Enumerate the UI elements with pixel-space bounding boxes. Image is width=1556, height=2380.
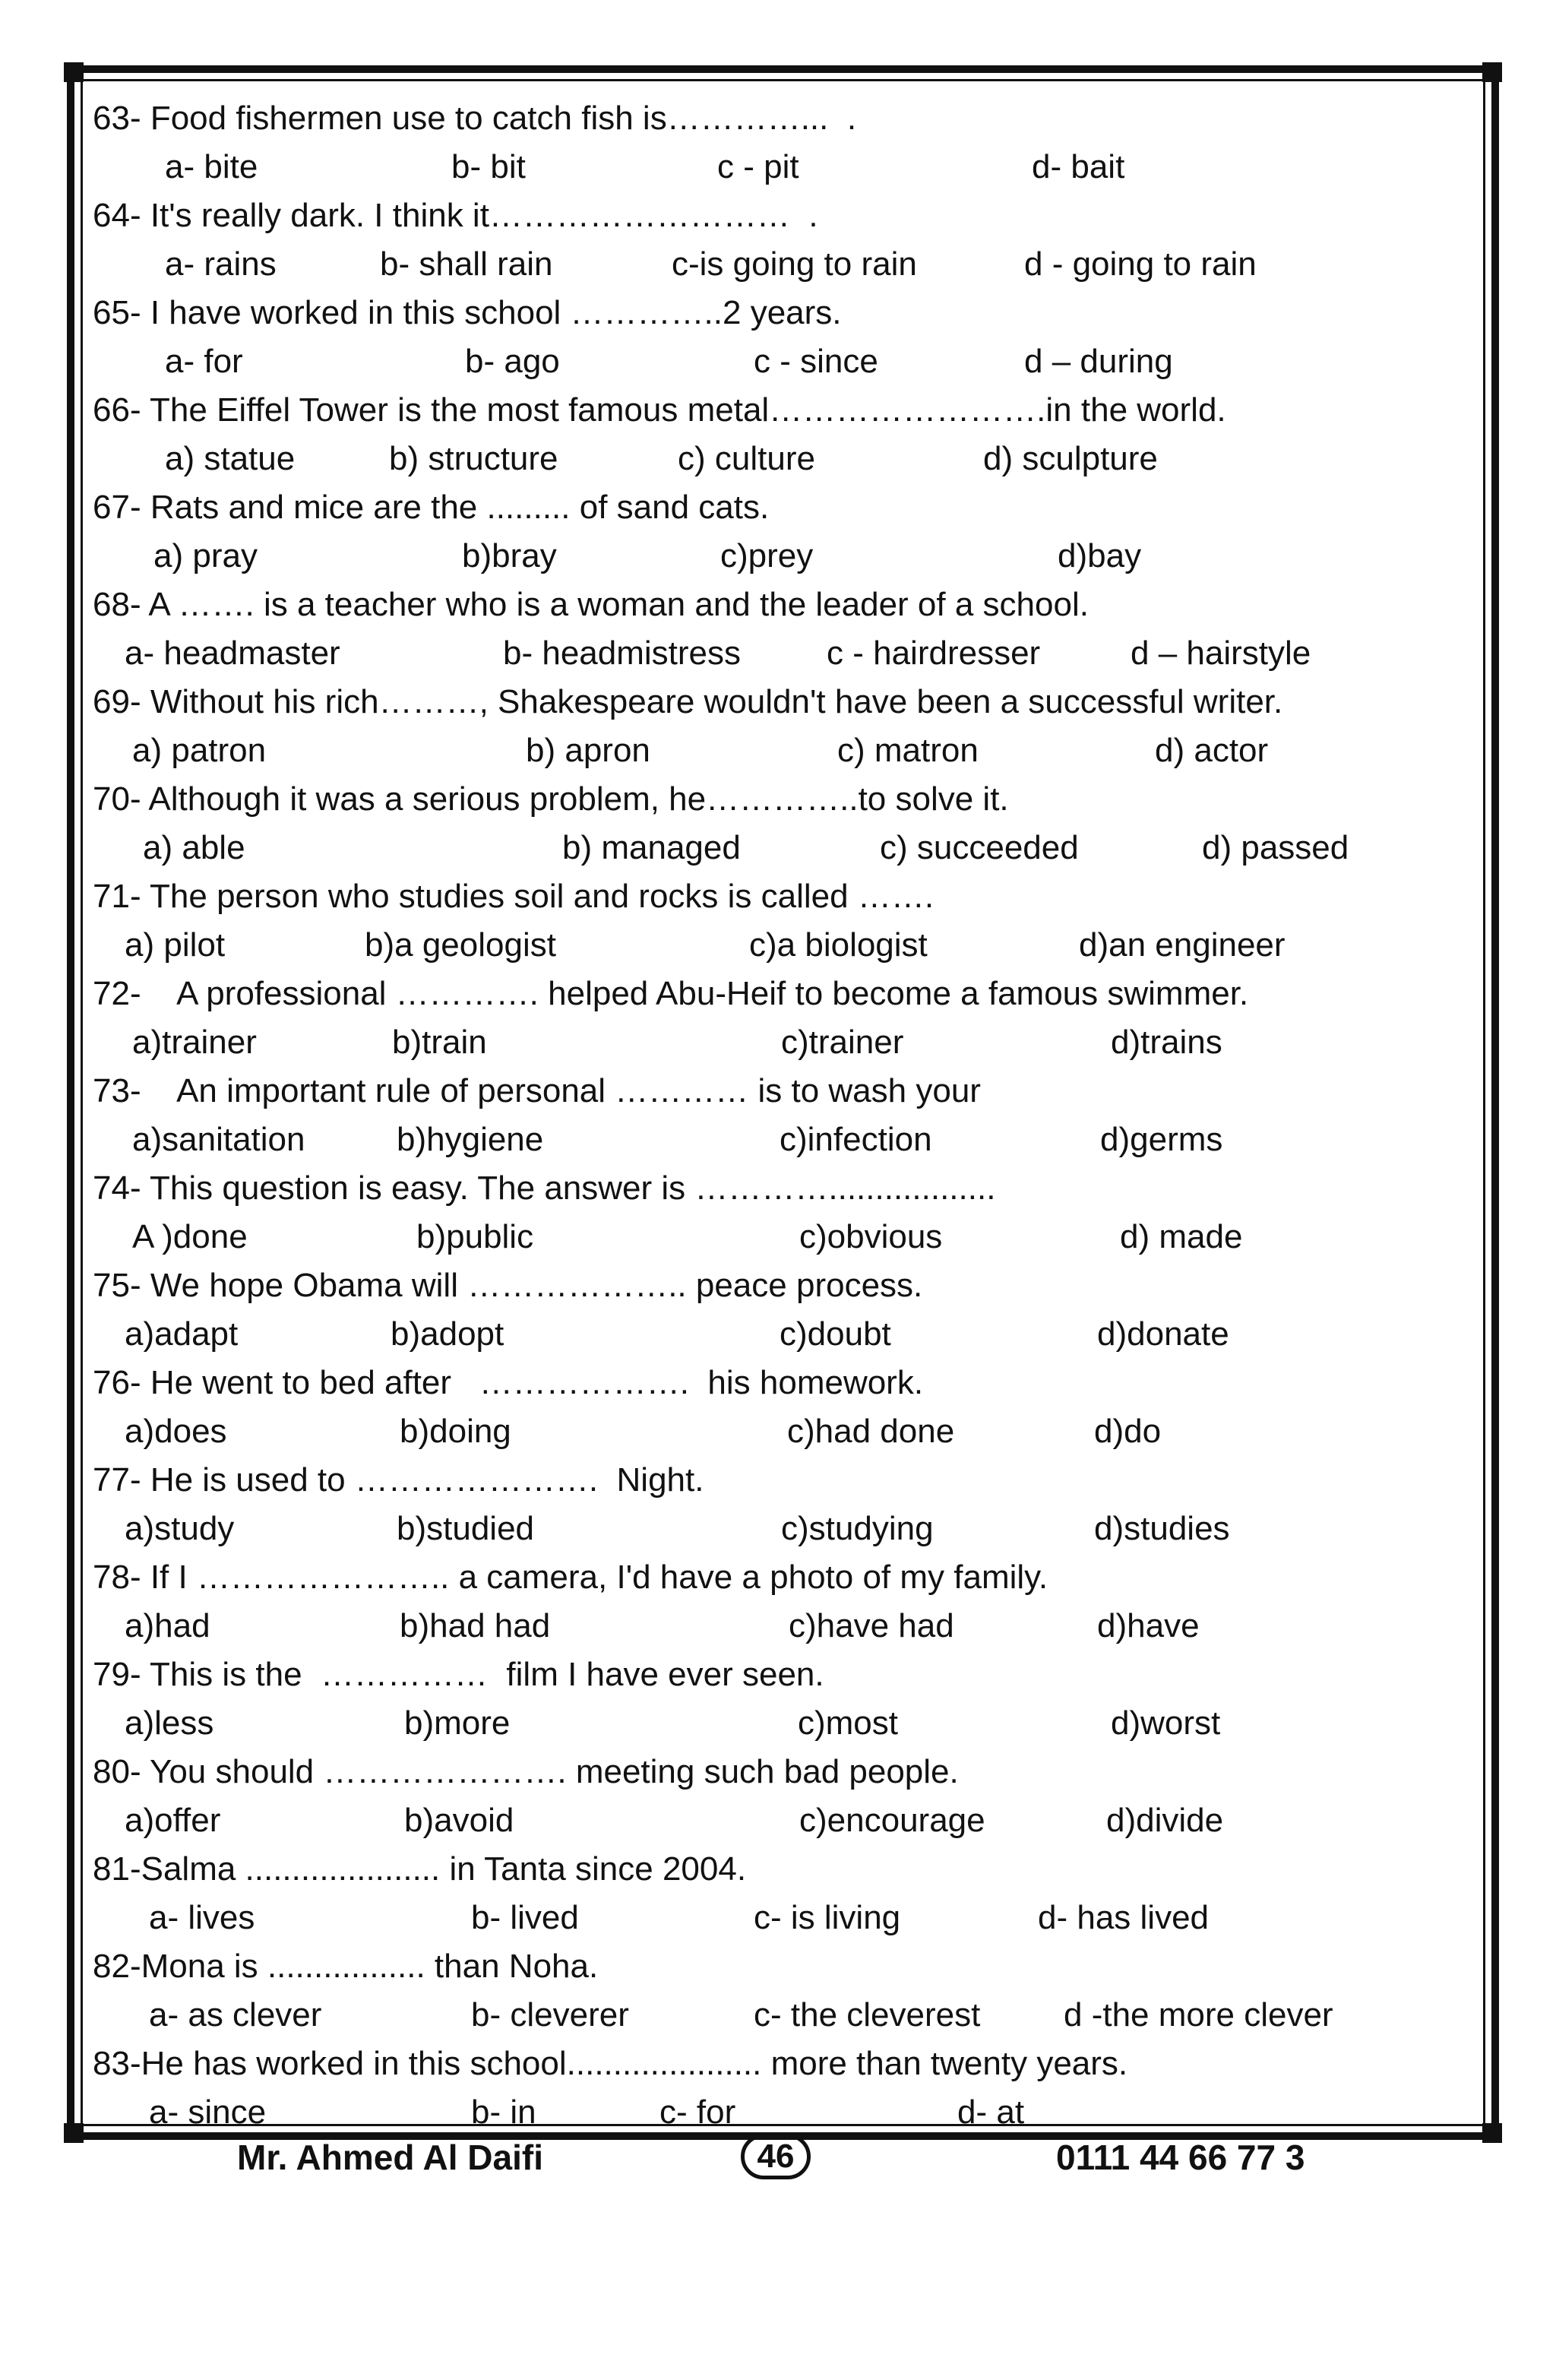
- options-row: [93, 1699, 1468, 1748]
- question-text: 80- You should …………………. meeting such bad people.: [93, 1753, 959, 1790]
- option-c: c) culture: [678, 440, 815, 477]
- option-c: c)obvious: [799, 1218, 943, 1255]
- option-b: b)doing: [400, 1413, 511, 1450]
- page-footer: [0, 2134, 1556, 2187]
- option-b: b- in: [471, 2094, 536, 2131]
- question-text: 77- He is used to …………………. Night.: [93, 1461, 704, 1499]
- option-d: d- has lived: [1038, 1899, 1210, 1936]
- option-c: c - pit: [717, 148, 799, 185]
- option-b: b)avoid: [404, 1802, 514, 1839]
- options-row: [93, 1407, 1468, 1456]
- option-c: c)most: [798, 1704, 898, 1742]
- option-d: d – during: [1024, 343, 1173, 380]
- options-row: [93, 1602, 1468, 1650]
- option-d: d)do: [1094, 1413, 1162, 1450]
- option-a: a- for: [165, 343, 243, 380]
- option-a: a) statue: [165, 440, 296, 477]
- option-c: c)doubt: [780, 1315, 891, 1353]
- option-b: b) managed: [562, 829, 741, 866]
- option-a: a- bite: [165, 148, 258, 185]
- option-b: b) apron: [526, 732, 650, 769]
- option-c: c-is going to rain: [672, 245, 917, 283]
- option-c: c)a biologist: [749, 926, 928, 964]
- option-c: c)infection: [780, 1121, 932, 1158]
- options-row: [93, 1894, 1468, 1942]
- options-row: [93, 1796, 1468, 1845]
- option-a: a- headmaster: [125, 635, 340, 672]
- question-text: 66- The Eiffel Tower is the most famous metal…………………….in the world.: [93, 391, 1226, 429]
- options-row: [93, 532, 1468, 581]
- question-text: 70- Although it was a serious problem, he…………..to solve it.: [93, 780, 1009, 818]
- options-row: [93, 824, 1468, 872]
- phone-number: 0111 44 66 77 3: [1056, 2138, 1305, 2177]
- option-d: d -the more clever: [1064, 1996, 1333, 2033]
- option-d: d)an engineer: [1079, 926, 1286, 964]
- options-row: [93, 1310, 1468, 1359]
- page-number-badge: 46: [741, 2134, 811, 2179]
- option-a: a)does: [125, 1413, 227, 1450]
- option-a: a) patron: [132, 732, 267, 769]
- options-row: [93, 240, 1468, 289]
- question-text: 64- It's really dark. I think it……………………… .: [93, 197, 818, 234]
- question-text: 71- The person who studies soil and rocks is called …….: [93, 878, 935, 915]
- option-c: c)studying: [781, 1510, 934, 1547]
- option-b: b- bit: [451, 148, 526, 185]
- options-row: [93, 726, 1468, 775]
- option-b: b)had had: [400, 1607, 551, 1644]
- option-c: c- is living: [754, 1899, 901, 1936]
- question-text: 63- Food fishermen use to catch fish is…………... .: [93, 100, 857, 137]
- border-corner-ornament: [64, 62, 84, 82]
- option-b: b)studied: [397, 1510, 535, 1547]
- option-d: d) actor: [1155, 732, 1269, 769]
- option-d: d- at: [957, 2094, 1025, 2131]
- question-text: 83-He has worked in this school..................... more than twenty years.: [93, 2045, 1128, 2082]
- option-d: d) sculpture: [983, 440, 1158, 477]
- option-b: b- lived: [471, 1899, 579, 1936]
- options-row: [93, 1116, 1468, 1164]
- option-a: a- lives: [149, 1899, 255, 1936]
- option-b: b- headmistress: [503, 635, 742, 672]
- options-row: [93, 1991, 1468, 2040]
- question-text: 69- Without his rich………, Shakespeare wouldn't have been a successful writer.: [93, 683, 1283, 720]
- option-d: d)studies: [1094, 1510, 1230, 1547]
- option-b: b)a geologist: [365, 926, 556, 964]
- option-d: d)worst: [1111, 1704, 1221, 1742]
- option-c: c)trainer: [781, 1024, 904, 1061]
- option-b: b)more: [404, 1704, 511, 1742]
- question-text: 65- I have worked in this school …………..2 years.: [93, 294, 842, 331]
- question-text: 79- This is the …………… film I have ever seen.: [93, 1656, 824, 1693]
- option-c: c- for: [659, 2094, 736, 2131]
- option-d: d) made: [1120, 1218, 1243, 1255]
- option-a: a- as clever: [149, 1996, 322, 2033]
- options-row: [93, 2088, 1468, 2137]
- author-name: Mr. Ahmed Al Daifi: [237, 2138, 543, 2177]
- question-text: 75- We hope Obama will ……………….. peace process.: [93, 1267, 923, 1304]
- option-c: c - hairdresser: [827, 635, 1041, 672]
- question-text: 68- A ……. is a teacher who is a woman and the leader of a school.: [93, 586, 1089, 623]
- options-row: [93, 1505, 1468, 1553]
- option-d: d - going to rain: [1024, 245, 1257, 283]
- option-a: a)offer: [125, 1802, 221, 1839]
- question-text: 72- A professional …………. helped Abu-Heif to become a famous swimmer.: [93, 975, 1249, 1012]
- border-corner-ornament: [1482, 62, 1502, 82]
- question-text: 73- An important rule of personal ………… is to wash your: [93, 1072, 981, 1109]
- option-b: b) structure: [389, 440, 558, 477]
- option-a: a- since: [149, 2094, 267, 2131]
- options-row: [93, 1213, 1468, 1261]
- option-d: d)divide: [1106, 1802, 1224, 1839]
- option-d: d)bay: [1058, 537, 1142, 574]
- option-c: c)have had: [789, 1607, 954, 1644]
- option-a: a) able: [143, 829, 245, 866]
- question-text: 67- Rats and mice are the ......... of sand cats.: [93, 489, 770, 526]
- option-a: a) pray: [153, 537, 258, 574]
- options-row: [93, 629, 1468, 678]
- option-a: A )done: [132, 1218, 248, 1255]
- option-a: a)had: [125, 1607, 210, 1644]
- question-text: 76- He went to bed after ………………. his homework.: [93, 1364, 924, 1401]
- option-c: c)encourage: [799, 1802, 985, 1839]
- option-b: b)hygiene: [397, 1121, 544, 1158]
- options-row: [93, 1018, 1468, 1067]
- option-a: a- rains: [165, 245, 277, 283]
- option-a: a)study: [125, 1510, 235, 1547]
- option-b: b)adopt: [391, 1315, 504, 1353]
- option-d: d- bait: [1032, 148, 1125, 185]
- option-d: d)germs: [1100, 1121, 1223, 1158]
- options-row: [93, 435, 1468, 483]
- question-text: 74- This question is easy. The answer is …………..................: [93, 1169, 996, 1207]
- question-text: 82-Mona is ................. than Noha.: [93, 1948, 599, 1985]
- options-row: [93, 337, 1468, 386]
- option-d: d – hairstyle: [1131, 635, 1311, 672]
- option-c: c- the cleverest: [754, 1996, 981, 2033]
- option-c: c) matron: [837, 732, 979, 769]
- question-text: 78- If I ………………….. a camera, I'd have a photo of my family.: [93, 1559, 1048, 1596]
- question-text: 81-Salma ..................... in Tanta since 2004.: [93, 1850, 747, 1888]
- option-d: d)have: [1097, 1607, 1200, 1644]
- option-a: a)trainer: [132, 1024, 257, 1061]
- option-b: b)bray: [462, 537, 557, 574]
- option-c: c)had done: [787, 1413, 955, 1450]
- options-row: [93, 921, 1468, 970]
- option-a: a)less: [125, 1704, 214, 1742]
- option-d: d)trains: [1111, 1024, 1222, 1061]
- question-list: [93, 94, 1468, 2137]
- option-c: c)prey: [720, 537, 814, 574]
- options-row: [93, 143, 1468, 191]
- option-b: b- cleverer: [471, 1996, 629, 2033]
- option-b: b- ago: [465, 343, 560, 380]
- option-b: b)train: [392, 1024, 487, 1061]
- option-d: d) passed: [1202, 829, 1349, 866]
- option-d: d)donate: [1097, 1315, 1229, 1353]
- option-b: b)public: [416, 1218, 534, 1255]
- option-c: c - since: [754, 343, 878, 380]
- option-a: a)adapt: [125, 1315, 239, 1353]
- option-a: a)sanitation: [132, 1121, 305, 1158]
- option-a: a) pilot: [125, 926, 226, 964]
- option-c: c) succeeded: [880, 829, 1079, 866]
- option-b: b- shall rain: [380, 245, 553, 283]
